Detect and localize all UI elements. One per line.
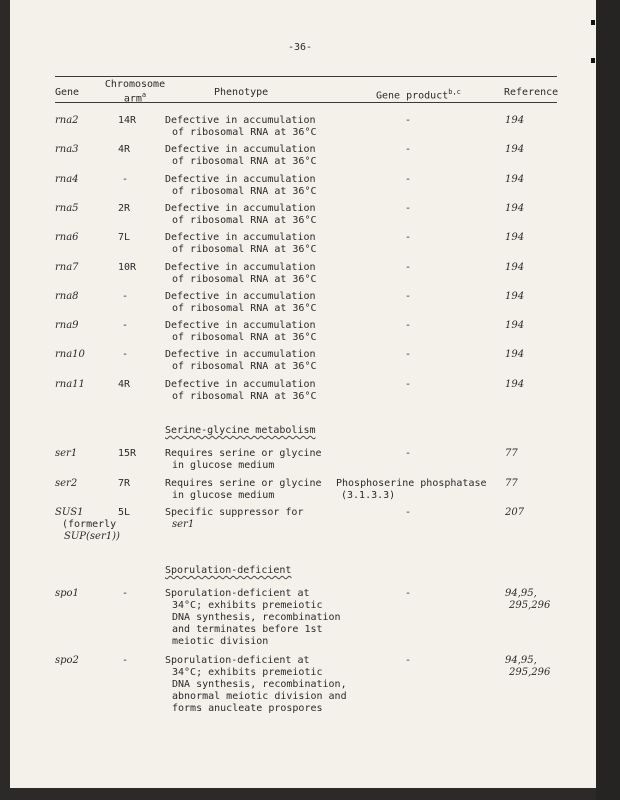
phenotype-line: Defective in accumulation — [165, 232, 316, 244]
phenotype-line: Defective in accumulation — [165, 261, 316, 273]
gene-name: (formerly — [62, 519, 117, 530]
reference: 295,296 — [509, 667, 551, 678]
header-gene: Gene — [55, 87, 80, 98]
phenotype-line: Defective in accumulation — [165, 115, 316, 126]
phenotype-line: forms anucleate prospores — [172, 703, 323, 714]
phenotype-line: of ribosomal RNA at 36°C — [172, 361, 317, 373]
phenotype-line: Requires serine or glycine — [165, 478, 322, 489]
reference: 94,95, — [505, 588, 537, 599]
gene-product: - — [405, 173, 412, 185]
phenotype-line: Sporulation-deficient at — [165, 655, 310, 666]
gene-product: (3.1.3.3) — [341, 490, 396, 501]
phenotype-line: abnormal meiotic division and — [172, 691, 347, 702]
gene-product: - — [405, 320, 412, 332]
phenotype-line: and terminates before 1st — [172, 624, 323, 635]
gene-name: spo1 — [55, 588, 79, 599]
gene-name: ser1 — [55, 448, 78, 459]
reference: 77 — [505, 478, 518, 489]
scan-mark — [591, 58, 595, 63]
gene-name: rna3 — [55, 144, 79, 156]
gene-product: - — [405, 115, 412, 126]
reference: 94,95, — [505, 655, 537, 666]
phenotype-line: Requires serine or glycine — [165, 448, 322, 459]
gene-product: - — [405, 507, 412, 518]
gene-product: - — [405, 261, 412, 273]
phenotype-line: in glucose medium — [172, 490, 275, 501]
phenotype-line: Defective in accumulation — [165, 320, 316, 332]
header-gene-product: Gene product$^{b,c}$ — [376, 88, 461, 102]
section-serine-glycine: Serine-glycine metabolism — [165, 425, 316, 436]
phenotype-line: DNA synthesis, recombination, — [172, 679, 347, 690]
chromosome-arm: - — [122, 320, 129, 332]
reference: 194 — [505, 261, 525, 273]
chromosome-arm: 14R — [118, 115, 137, 126]
reference: 194 — [505, 320, 525, 332]
gene-product: - — [405, 448, 412, 459]
gene-name: rna10 — [55, 349, 85, 361]
gene-product: Phosphoserine phosphatase — [336, 478, 487, 489]
phenotype-line: of ribosomal RNA at 36°C — [172, 156, 317, 168]
gene-name: rna5 — [55, 202, 79, 214]
page-number: -36- — [287, 42, 313, 53]
phenotype-line: of ribosomal RNA at 36°C — [172, 390, 317, 402]
gene-name: SUS1 — [55, 507, 84, 518]
reference: 194 — [505, 144, 525, 156]
gene-name: rna8 — [55, 290, 79, 302]
gene-name: rna4 — [55, 173, 79, 185]
chromosome-arm: - — [122, 655, 129, 666]
gene-name: SUP(ser1)) — [64, 531, 120, 542]
phenotype-line: of ribosomal RNA at 36°C — [172, 185, 317, 197]
section-sporulation: Sporulation-deficient — [165, 565, 292, 576]
gene-product: - — [405, 202, 412, 214]
gene-product: - — [405, 232, 412, 244]
phenotype-line: Defective in accumulation — [165, 173, 316, 185]
gene-name: rna7 — [55, 261, 79, 273]
chromosome-arm: 4R — [118, 378, 131, 390]
chromosome-arm: 2R — [118, 202, 131, 214]
chromosome-arm: 5L — [118, 507, 131, 518]
phenotype-line: Defective in accumulation — [165, 290, 316, 302]
reference: 194 — [505, 378, 525, 390]
phenotype-line: Defective in accumulation — [165, 349, 316, 361]
header-chromosome: Chromosome arm$^a$ — [104, 79, 166, 105]
table-top-rule — [55, 76, 557, 77]
scan-edge — [596, 0, 620, 800]
phenotype-line: Specific suppressor for — [165, 507, 304, 518]
reference: 194 — [505, 173, 525, 185]
gene-product: - — [405, 588, 412, 599]
gene-name: rna9 — [55, 320, 79, 332]
phenotype-line: Defective in accumulation — [165, 202, 316, 214]
gene-name: rna6 — [55, 232, 79, 244]
gene-product: - — [405, 378, 412, 390]
chromosome-arm: 10R — [118, 261, 137, 273]
gene-name: spo2 — [55, 655, 79, 666]
header-phenotype: Phenotype — [214, 87, 269, 98]
phenotype-line: in glucose medium — [172, 460, 275, 471]
phenotype-line: ser1 — [172, 519, 195, 530]
reference: 194 — [505, 349, 525, 361]
phenotype-line: meiotic division — [172, 636, 269, 647]
reference: 194 — [505, 290, 525, 302]
chromosome-arm: - — [122, 173, 129, 185]
phenotype-line: Defective in accumulation — [165, 378, 316, 390]
scan-mark — [591, 20, 595, 25]
reference: 295,296 — [509, 600, 551, 611]
chromosome-arm: - — [122, 349, 129, 361]
phenotype-line: of ribosomal RNA at 36°C — [172, 244, 317, 256]
gene-product: - — [405, 144, 412, 156]
header-reference: Reference — [504, 87, 559, 98]
phenotype-line: Sporulation-deficient at — [165, 588, 310, 599]
phenotype-line: of ribosomal RNA at 36°C — [172, 302, 317, 314]
reference: 207 — [505, 507, 525, 518]
gene-name: ser2 — [55, 478, 78, 489]
reference: 194 — [505, 115, 525, 126]
phenotype-line: Defective in accumulation — [165, 144, 316, 156]
chromosome-arm: 7L — [118, 232, 131, 244]
phenotype-line: of ribosomal RNA at 36°C — [172, 127, 317, 138]
chromosome-arm: - — [122, 290, 129, 302]
phenotype-line: of ribosomal RNA at 36°C — [172, 214, 317, 226]
chromosome-arm: 7R — [118, 478, 131, 489]
reference: 194 — [505, 232, 525, 244]
gene-name: rna2 — [55, 115, 79, 126]
chromosome-arm: 15R — [118, 448, 137, 459]
phenotype-line: DNA synthesis, recombination — [172, 612, 341, 623]
reference: 194 — [505, 202, 525, 214]
chromosome-arm: - — [122, 588, 129, 599]
gene-product: - — [405, 655, 412, 666]
gene-name: rna11 — [55, 378, 85, 390]
phenotype-line: 34°C; exhibits premeiotic — [172, 667, 323, 678]
phenotype-line: of ribosomal RNA at 36°C — [172, 273, 317, 285]
gene-product: - — [405, 349, 412, 361]
phenotype-line: of ribosomal RNA at 36°C — [172, 332, 317, 344]
reference: 77 — [505, 448, 518, 459]
phenotype-line: 34°C; exhibits premeiotic — [172, 600, 323, 611]
chromosome-arm: 4R — [118, 144, 131, 156]
gene-product: - — [405, 290, 412, 302]
